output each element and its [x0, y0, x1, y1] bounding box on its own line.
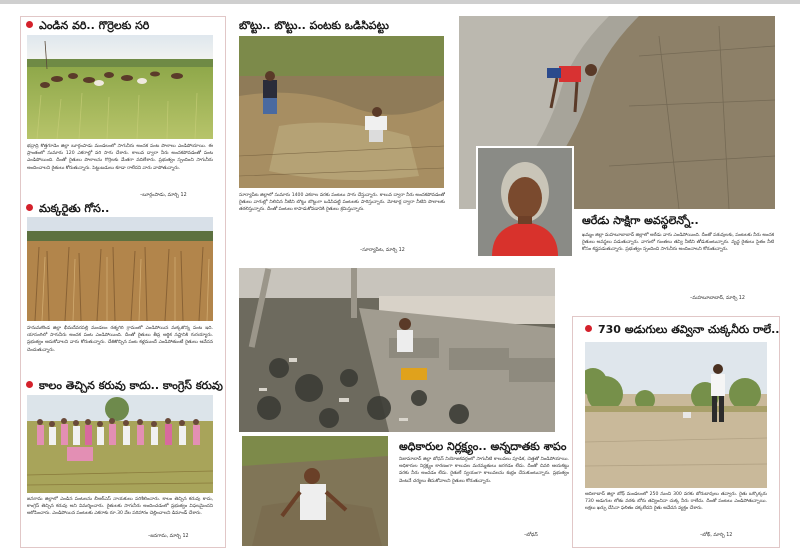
bullet-icon — [26, 21, 33, 28]
byline-aredu-witness: –మహబూబాబాద్, మార్చి 12 — [690, 296, 745, 301]
photo-sheep-grazing — [27, 35, 213, 139]
headline-730-feet: 730 అడుగులు తవ్వినా చుక్కనీరు రాలే.. — [585, 323, 779, 336]
byline-dried-paddy: –బూర్గంపాడు, మార్చి 12 — [140, 193, 187, 198]
byline-officials-negligence: –బోధన్ — [524, 533, 538, 538]
article-body-dried-paddy: భద్రాద్రి కొత్తగూడెం జిల్లా బూర్గంపాడు మండలంలో సాగునీరు అందక పంట పొలాలు ఎండిపోయాయి. ఈ ప్రాంతంలో సుమారు 120 ఎకరాల్లో వరి సాగు చేశారు. కాలువ ద్వారా నీరు అందకపోవడంతో పంట ఎండిపోయింది. దీంతో రైతులు పొలాలను గొర్రెలకు మేతగా వదిలేశారు. ప్రభుత్వం స్పందించి సాగునీరు అందించాలని రైతులు కోరుతున్నారు. పెట్టుబడులు కూడా రాలేదని వారు వాపోతున్నారు. — [27, 144, 213, 171]
article-body-maize-farmer: హనుమకొండ జిల్లా భీమదేవరపల్లి మండలం రత్నగిరి గ్రామంలో ఎండిపోయిన మక్కజొన్న పంట ఇది. యాసంగిలో సాగునీరు అందక పంట ఎండిపోయింది. దీంతో రైతులు తీవ్ర ఆర్థిక నష్టానికి గురయ్యారు. ప్రభుత్వం ఆదుకోవాలని వారు కోరుతున్నారు. చేతికొచ్చిన పంట కళ్లముందే ఎండిపోతుంటే రైతులు ఆవేదన చెందుతున్నారు. — [27, 326, 213, 353]
photo-man-in-canal — [242, 436, 388, 546]
bullet-icon — [585, 325, 592, 332]
headline-aredu-witness: ఆరేడు సాక్షిగా అవస్థలెన్నో.. — [582, 214, 699, 227]
bullet-icon — [26, 381, 33, 388]
article-body-730-feet: ఆదిలాబాద్ జిల్లా బోథ్ మండలంలో 250 నుంచి 300 వరకు బోరుబావులు తవ్వారు. రైతు ఒక్కొక్కరు 730 అడుగుల లోతు వరకు బోరు తవ్వించినా చుక్క నీరు రాలేదు. దీంతో పంటలు ఎండిపోతున్నాయి. లక్షలు ఖర్చు చేసినా ఫలితం దక్కలేదని రైతు ఆవేదన వ్యక్తం చేశారు. — [585, 492, 767, 512]
headline-maize-farmer: మక్కరైతు గోస.. — [26, 202, 109, 215]
photo-old-woman-portrait — [476, 146, 574, 258]
article-body-congress-drought: జనగామ జిల్లాలో ఎండిన పంటలను బీఆర్ఎస్ నాయకులు పరిశీలించారు. కాలం తెచ్చిన కరువు కాదు, కాంగ్రెస్ తెచ్చిన కరువు అని విమర్శించారు. రైతులకు సాగునీరు అందించడంలో ప్రభుత్వం విఫలమైందని ఆరోపించారు. ఎండిపోయిన పంటలకు ఎకరాకు రూ.30 వేల పరిహారం చెల్లించాలని డిమాండ్ చేశారు. — [27, 497, 213, 517]
article-body-drop-by-drop: సూర్యాపేట జిల్లాలో సుమారు 1400 ఎకరాల వరకు పంటలు సాగు చేస్తున్నారు. కాలువ ద్వారా నీరు అందకపోవడంతో రైతులు వాగుల్లో నిలిచిన నీటిని బొట్టు బొట్టుగా ఒడిసిపట్టి పంటలకు పారిస్తున్నారు. మోటార్ల ద్వారా నీటిని పొలాలకు తరలిస్తున్నారు. దీంతో పంటలు కాపాడుకోవడానికి రైతులు శ్రమిస్తున్నారు. — [239, 193, 445, 213]
photo-farmers-collecting-water — [239, 36, 444, 188]
article-body-officials-negligence: నిజామాబాద్ జిల్లా బోధన్ నియోజకవర్గంలో సాగునీటి కాలువలు పూడిక, చెత్తతో నిండిపోయాయి. అధికారుల నిర్లక్ష్యం కారణంగా కాలువల మరమ్మతులు జరగడం లేదు. దీంతో చివరి ఆయకట్టు వరకు నీరు అందడం లేదు. రైతులే స్వయంగా కాలువలను శుభ్రం చేసుకుంటున్నారు. ప్రభుత్వం వెంటనే చర్యలు తీసుకోవాలని రైతులు కోరుతున్నారు. — [399, 457, 569, 484]
photo-clogged-canal — [239, 268, 555, 432]
photo-dried-maize — [27, 217, 213, 321]
byline-drop-by-drop: –సూర్యాపేట, మార్చి 12 — [360, 248, 405, 253]
headline-congress-drought: కాలం తెచ్చిన కరువు కాదు.. కాంగ్రెస్ కరువు — [26, 379, 223, 392]
headline-dried-paddy: ఎండిన వరి.. గొర్రెలకు సరి — [26, 19, 149, 32]
photo-leaders-in-field — [27, 395, 213, 493]
headline-officials-negligence: అధికారుల నిర్లక్ష్యం.. అన్నదాతకు శాపం — [399, 440, 567, 453]
bullet-icon — [26, 204, 33, 211]
byline-congress-drought: –జనగామ, మార్చి 12 — [148, 534, 189, 539]
top-rule — [0, 0, 800, 4]
byline-730-feet: –బోథ్, మార్చి 12 — [700, 533, 733, 538]
headline-drop-by-drop: బొట్టు.. బొట్టు.. పంటకు ఒడిసిపట్టు — [239, 19, 389, 32]
photo-man-dry-borewell-field — [585, 342, 767, 488]
article-body-aredu-witness: ఖమ్మం జిల్లా మహబూబాబాద్ జిల్లాలో ఆరేడు వాగు ఎండిపోయింది. దీంతో పశువులకు, పంటలకు నీరు అందక రైతులు అవస్థలు పడుతున్నారు. వాగులో గుంతలు తవ్వి నీటిని తోడుకుంటున్నారు. వృద్ధ రైతులు సైతం నీటి కోసం కష్టపడుతున్నారు. ప్రభుత్వం స్పందించి సాగునీరు అందించాలని కోరుతున్నారు. — [582, 233, 774, 253]
